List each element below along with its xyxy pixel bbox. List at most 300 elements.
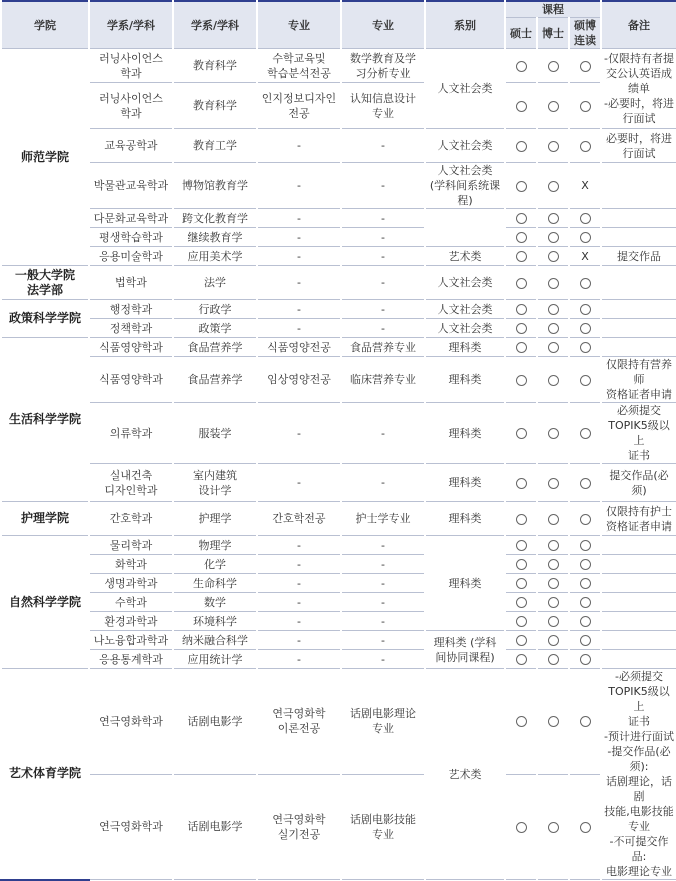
available-circle-icon	[516, 141, 527, 152]
available-circle-icon	[516, 514, 527, 525]
major-cn-cell: 数学教育及学 习分析专业	[341, 49, 425, 83]
combined-cell	[569, 612, 601, 631]
available-circle-icon	[548, 375, 559, 386]
table-row	[1, 536, 676, 555]
dept-kr-cell: 박물관교육학과	[89, 163, 173, 209]
available-circle-icon	[580, 375, 591, 386]
major-cn-cell: -	[341, 228, 425, 247]
available-circle-icon	[516, 342, 527, 353]
major-cn-cell: 认知信息设计 专业	[341, 83, 425, 129]
dept-kr-cell: 법학과	[89, 266, 173, 300]
dept-kr-cell: 행정학과	[89, 300, 173, 319]
dept-cn-cell: 话剧电影学	[173, 774, 257, 880]
master-cell	[505, 574, 537, 593]
doctor-cell	[537, 357, 569, 403]
major-kr-cell: -	[257, 555, 341, 574]
master-cell	[505, 502, 537, 536]
major-kr-cell: -	[257, 403, 341, 464]
major-cn-cell: -	[341, 555, 425, 574]
available-circle-icon	[580, 716, 591, 727]
combined-cell: X	[569, 163, 601, 209]
combined-cell	[569, 357, 601, 403]
available-circle-icon	[548, 716, 559, 727]
dept-kr-cell: 식품영양학과	[89, 338, 173, 357]
table-row	[1, 49, 676, 83]
major-cn-cell: -	[341, 319, 425, 338]
remark-cell	[601, 593, 676, 612]
major-kr-cell: 연극영화학 실기전공	[257, 774, 341, 880]
master-cell	[505, 266, 537, 300]
available-circle-icon	[516, 559, 527, 570]
category-cell: 理科类	[425, 536, 505, 631]
remark-cell	[601, 650, 676, 669]
available-circle-icon	[516, 578, 527, 589]
available-circle-icon	[516, 540, 527, 551]
available-circle-icon	[580, 61, 591, 72]
master-cell	[505, 536, 537, 555]
available-circle-icon	[516, 654, 527, 665]
available-circle-icon	[516, 251, 527, 262]
available-circle-icon	[580, 540, 591, 551]
available-circle-icon	[580, 822, 591, 833]
combined-cell	[569, 593, 601, 612]
table-row	[1, 774, 676, 880]
available-circle-icon	[580, 141, 591, 152]
combined-cell	[569, 502, 601, 536]
remark-cell	[601, 228, 676, 247]
combined-cell	[569, 266, 601, 300]
dept-kr-cell: 수학과	[89, 593, 173, 612]
remark-cell: 仅限持有营养师 资格证者申请	[601, 357, 676, 403]
table-row	[1, 338, 676, 357]
available-circle-icon	[548, 578, 559, 589]
header-dept-cn: 学系/学科	[173, 1, 257, 49]
available-circle-icon	[548, 635, 559, 646]
doctor-cell	[537, 49, 569, 83]
category-cell: 理科类	[425, 502, 505, 536]
combined-cell: X	[569, 247, 601, 266]
table-row	[1, 593, 676, 612]
dept-kr-cell: 물리학과	[89, 536, 173, 555]
college-cell: 师范学院	[1, 49, 89, 266]
dept-cn-cell: 继续教育学	[173, 228, 257, 247]
combined-cell	[569, 464, 601, 502]
available-circle-icon	[548, 428, 559, 439]
doctor-cell	[537, 338, 569, 357]
master-cell	[505, 129, 537, 163]
remark-cell: 必须提交 TOPIK5级以上 证书	[601, 403, 676, 464]
table-row	[1, 163, 676, 209]
doctor-cell	[537, 669, 569, 775]
doctor-cell	[537, 774, 569, 880]
available-circle-icon	[548, 514, 559, 525]
remark-cell: 提交作品(必 须)	[601, 464, 676, 502]
major-cn-cell: 护士学专业	[341, 502, 425, 536]
header-doctor: 博士	[537, 18, 569, 49]
category-cell: 人文社会类	[425, 49, 505, 129]
dept-kr-cell: 실내건축 디자인학과	[89, 464, 173, 502]
category-cell: 理科类	[425, 403, 505, 464]
remark-cell	[601, 555, 676, 574]
remark-cell	[601, 574, 676, 593]
master-cell	[505, 163, 537, 209]
college-cell: 护理学院	[1, 502, 89, 536]
college-cell: 生活科学学院	[1, 338, 89, 502]
dept-kr-cell: 환경과학과	[89, 612, 173, 631]
available-circle-icon	[548, 61, 559, 72]
header-category: 系别	[425, 1, 505, 49]
available-circle-icon	[548, 323, 559, 334]
dept-cn-cell: 室内建筑 设计学	[173, 464, 257, 502]
header-dept-kr: 学系/学科	[89, 1, 173, 49]
available-circle-icon	[580, 635, 591, 646]
dept-cn-cell: 数学	[173, 593, 257, 612]
major-kr-cell: -	[257, 536, 341, 555]
major-kr-cell: 연극영화학 이론전공	[257, 669, 341, 775]
table-row	[1, 319, 676, 338]
available-circle-icon	[516, 478, 527, 489]
dept-cn-cell: 法学	[173, 266, 257, 300]
combined-cell	[569, 319, 601, 338]
category-cell: 人文社会类	[425, 300, 505, 319]
table-row	[1, 228, 676, 247]
dept-cn-cell: 教育工学	[173, 129, 257, 163]
available-circle-icon	[548, 141, 559, 152]
available-circle-icon	[580, 578, 591, 589]
major-kr-cell: -	[257, 266, 341, 300]
major-cn-cell: -	[341, 593, 425, 612]
available-circle-icon	[580, 213, 591, 224]
dept-cn-cell: 化学	[173, 555, 257, 574]
doctor-cell	[537, 464, 569, 502]
combined-cell	[569, 209, 601, 228]
available-circle-icon	[516, 278, 527, 289]
major-cn-cell: -	[341, 247, 425, 266]
dept-cn-cell: 教育科学	[173, 83, 257, 129]
dept-kr-cell: 러닝사이언스 학과	[89, 83, 173, 129]
category-cell: 理科类 (学科 间协同课程)	[425, 631, 505, 669]
combined-cell	[569, 774, 601, 880]
major-kr-cell: -	[257, 574, 341, 593]
major-cn-cell: -	[341, 163, 425, 209]
remark-cell	[601, 266, 676, 300]
dept-cn-cell: 跨文化教育学	[173, 209, 257, 228]
remark-cell: 必要时，将进 行面试	[601, 129, 676, 163]
major-kr-cell: -	[257, 612, 341, 631]
table-row	[1, 129, 676, 163]
doctor-cell	[537, 555, 569, 574]
doctor-cell	[537, 209, 569, 228]
dept-kr-cell: 평생학습학과	[89, 228, 173, 247]
table-row	[1, 555, 676, 574]
available-circle-icon	[580, 559, 591, 570]
master-cell	[505, 593, 537, 612]
available-circle-icon	[580, 101, 591, 112]
master-cell	[505, 209, 537, 228]
doctor-cell	[537, 631, 569, 650]
available-circle-icon	[548, 478, 559, 489]
available-circle-icon	[548, 304, 559, 315]
combined-cell	[569, 631, 601, 650]
major-kr-cell: -	[257, 593, 341, 612]
remark-cell	[601, 536, 676, 555]
table-row	[1, 631, 676, 650]
dept-kr-cell: 러닝사이언스 학과	[89, 49, 173, 83]
remark-cell: 仅限持有护士 资格证者申请	[601, 502, 676, 536]
doctor-cell	[537, 228, 569, 247]
major-cn-cell: 话剧电影技能 专业	[341, 774, 425, 880]
available-circle-icon	[580, 616, 591, 627]
available-circle-icon	[516, 375, 527, 386]
header-master: 硕士	[505, 18, 537, 49]
doctor-cell	[537, 502, 569, 536]
category-cell: 人文社会类	[425, 319, 505, 338]
category-cell: 人文社会类	[425, 129, 505, 163]
table-row	[1, 574, 676, 593]
dept-kr-cell: 의류학과	[89, 403, 173, 464]
dept-kr-cell: 응용통계학과	[89, 650, 173, 669]
doctor-cell	[537, 593, 569, 612]
available-circle-icon	[548, 654, 559, 665]
table-row	[1, 300, 676, 319]
major-cn-cell: -	[341, 129, 425, 163]
major-cn-cell: -	[341, 650, 425, 669]
combined-cell	[569, 403, 601, 464]
available-circle-icon	[580, 654, 591, 665]
header-combined: 硕博连读	[569, 18, 601, 49]
dept-kr-cell: 화학과	[89, 555, 173, 574]
combined-cell	[569, 555, 601, 574]
master-cell	[505, 403, 537, 464]
master-cell	[505, 83, 537, 129]
major-cn-cell: -	[341, 300, 425, 319]
major-kr-cell: 인지정보디자인 전공	[257, 83, 341, 129]
available-circle-icon	[548, 181, 559, 192]
combined-cell	[569, 228, 601, 247]
college-cell: 自然科学学院	[1, 536, 89, 669]
remark-cell	[601, 631, 676, 650]
header-remark: 备注	[601, 1, 676, 49]
available-circle-icon	[548, 342, 559, 353]
master-cell	[505, 357, 537, 403]
master-cell	[505, 464, 537, 502]
college-cell: 艺术体育学院	[1, 669, 89, 880]
combined-cell	[569, 338, 601, 357]
available-circle-icon	[548, 597, 559, 608]
major-cn-cell: 临床营养专业	[341, 357, 425, 403]
available-circle-icon	[516, 61, 527, 72]
doctor-cell	[537, 300, 569, 319]
major-kr-cell: -	[257, 247, 341, 266]
dept-cn-cell: 教育科学	[173, 49, 257, 83]
major-kr-cell: -	[257, 464, 341, 502]
table-row	[1, 464, 676, 502]
doctor-cell	[537, 403, 569, 464]
master-cell	[505, 650, 537, 669]
doctor-cell	[537, 247, 569, 266]
available-circle-icon	[580, 428, 591, 439]
header-major-kr: 专业	[257, 1, 341, 49]
master-cell	[505, 631, 537, 650]
master-cell	[505, 247, 537, 266]
master-cell	[505, 300, 537, 319]
table-row	[1, 266, 676, 300]
dept-cn-cell: 应用统计学	[173, 650, 257, 669]
major-kr-cell: -	[257, 209, 341, 228]
dept-cn-cell: 纳米融合科学	[173, 631, 257, 650]
remark-cell	[601, 612, 676, 631]
dept-kr-cell: 다문화교육학과	[89, 209, 173, 228]
dept-kr-cell: 교육공학과	[89, 129, 173, 163]
available-circle-icon	[516, 428, 527, 439]
major-cn-cell: 食品营养专业	[341, 338, 425, 357]
major-kr-cell: -	[257, 163, 341, 209]
dept-cn-cell: 护理学	[173, 502, 257, 536]
available-circle-icon	[516, 181, 527, 192]
combined-cell	[569, 669, 601, 775]
major-kr-cell: -	[257, 228, 341, 247]
master-cell	[505, 319, 537, 338]
category-cell: 艺术类	[425, 247, 505, 266]
available-circle-icon	[580, 304, 591, 315]
dept-cn-cell: 服装学	[173, 403, 257, 464]
combined-cell	[569, 536, 601, 555]
remark-cell: 提交作品	[601, 247, 676, 266]
category-cell	[425, 209, 505, 247]
doctor-cell	[537, 650, 569, 669]
available-circle-icon	[580, 278, 591, 289]
master-cell	[505, 774, 537, 880]
master-cell	[505, 49, 537, 83]
dept-cn-cell: 政策学	[173, 319, 257, 338]
combined-cell	[569, 300, 601, 319]
combined-cell	[569, 49, 601, 83]
available-circle-icon	[580, 342, 591, 353]
dept-kr-cell: 생명과학과	[89, 574, 173, 593]
available-circle-icon	[516, 716, 527, 727]
college-cell: 一般大学院 法学部	[1, 266, 89, 300]
available-circle-icon	[516, 822, 527, 833]
major-cn-cell: 话剧电影理论 专业	[341, 669, 425, 775]
master-cell	[505, 612, 537, 631]
master-cell	[505, 555, 537, 574]
available-circle-icon	[548, 559, 559, 570]
available-circle-icon	[548, 616, 559, 627]
category-cell: 人文社会类	[425, 266, 505, 300]
dept-cn-cell: 食品营养学	[173, 338, 257, 357]
available-circle-icon	[580, 597, 591, 608]
category-cell: 理科类	[425, 464, 505, 502]
master-cell	[505, 338, 537, 357]
major-kr-cell: 수학교육및 학습분석전공	[257, 49, 341, 83]
header-course: 课程	[505, 1, 601, 18]
header-college: 学院	[1, 1, 89, 49]
dept-cn-cell: 物理学	[173, 536, 257, 555]
combined-cell	[569, 83, 601, 129]
available-circle-icon	[548, 101, 559, 112]
available-circle-icon	[516, 304, 527, 315]
doctor-cell	[537, 83, 569, 129]
doctor-cell	[537, 536, 569, 555]
category-cell: 人文社会类 (学科间系统课程)	[425, 163, 505, 209]
master-cell	[505, 228, 537, 247]
dept-cn-cell: 博物馆教育学	[173, 163, 257, 209]
table-row	[1, 247, 676, 266]
major-kr-cell: 식품영양전공	[257, 338, 341, 357]
major-kr-cell: 임상영양전공	[257, 357, 341, 403]
combined-cell	[569, 574, 601, 593]
doctor-cell	[537, 612, 569, 631]
available-circle-icon	[548, 278, 559, 289]
remark-cell: -仅限持有者提 交公认英语成 绩单 -必要时，将进 行面试	[601, 49, 676, 129]
major-kr-cell: -	[257, 650, 341, 669]
table-row	[1, 403, 676, 464]
combined-cell	[569, 129, 601, 163]
major-cn-cell: -	[341, 536, 425, 555]
table-row	[1, 357, 676, 403]
remark-cell	[601, 300, 676, 319]
major-cn-cell: -	[341, 266, 425, 300]
table-row	[1, 209, 676, 228]
header-major-cn: 专业	[341, 1, 425, 49]
available-circle-icon	[580, 232, 591, 243]
major-cn-cell: -	[341, 464, 425, 502]
master-cell	[505, 669, 537, 775]
college-cell: 政策科学学院	[1, 300, 89, 338]
remark-cell	[601, 163, 676, 209]
dept-cn-cell: 话剧电影学	[173, 669, 257, 775]
dept-cn-cell: 生命科学	[173, 574, 257, 593]
available-circle-icon	[516, 597, 527, 608]
available-circle-icon	[548, 540, 559, 551]
major-kr-cell: -	[257, 300, 341, 319]
major-cn-cell: -	[341, 574, 425, 593]
available-circle-icon	[548, 822, 559, 833]
remark-cell	[601, 319, 676, 338]
available-circle-icon	[580, 514, 591, 525]
dept-kr-cell: 간호학과	[89, 502, 173, 536]
major-cn-cell: -	[341, 631, 425, 650]
available-circle-icon	[516, 101, 527, 112]
category-cell: 理科类	[425, 357, 505, 403]
remark-cell: -必须提交 TOPIK5级以上 证书 -预计进行面试 -提交作品(必须): 话剧理论，话剧 技能,电影技能 专业 -不可提交作品: 电影理论专业	[601, 669, 676, 880]
available-circle-icon	[516, 323, 527, 334]
doctor-cell	[537, 163, 569, 209]
available-circle-icon	[516, 213, 527, 224]
dept-cn-cell: 应用美术学	[173, 247, 257, 266]
available-circle-icon	[548, 232, 559, 243]
dept-kr-cell: 정책학과	[89, 319, 173, 338]
doctor-cell	[537, 266, 569, 300]
major-cn-cell: -	[341, 209, 425, 228]
combined-cell	[569, 650, 601, 669]
available-circle-icon	[516, 635, 527, 646]
dept-kr-cell: 연극영화학과	[89, 669, 173, 775]
doctor-cell	[537, 319, 569, 338]
dept-cn-cell: 行政学	[173, 300, 257, 319]
major-kr-cell: -	[257, 319, 341, 338]
dept-cn-cell: 食品营养学	[173, 357, 257, 403]
dept-cn-cell: 环境科学	[173, 612, 257, 631]
table-row	[1, 650, 676, 669]
dept-kr-cell: 응용미술학과	[89, 247, 173, 266]
doctor-cell	[537, 574, 569, 593]
table-row	[1, 502, 676, 536]
major-cn-cell: -	[341, 403, 425, 464]
major-kr-cell: -	[257, 129, 341, 163]
category-cell: 艺术类	[425, 669, 505, 880]
available-circle-icon	[580, 323, 591, 334]
